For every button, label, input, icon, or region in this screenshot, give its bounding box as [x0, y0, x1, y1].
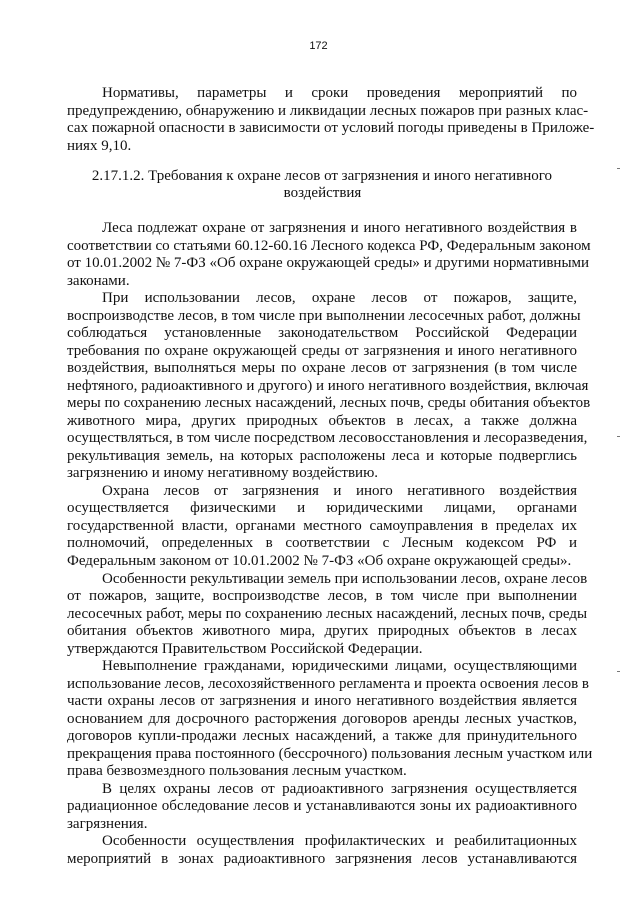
section-heading: 2.17.1.2. Требования к охране лесов от загрязнения и иного негативного [91, 168, 553, 184]
text-line: законами. [67, 273, 130, 289]
text-line: Федеральным законом от 10.01.2002 № 7-ФЗ «Об охране окружающей среды». [67, 553, 572, 569]
text-line: утверждаются Правительством Российской Федерации. [67, 641, 423, 657]
text-line: части охраны лесов от загрязнения и иного негативного воздействия является [67, 693, 577, 709]
text-line: Нормативы, параметры и сроки проведения мероприятий по [102, 85, 577, 101]
text-line: меры по сохранению лесных насаждений, лесных почв, среды обитания объектов [67, 395, 591, 411]
text-line: ниях 9,10. [67, 138, 132, 154]
text-line: воздействия, выполняться меры по охране лесов от загрязнения (в том числе [67, 360, 577, 376]
text-line: соблюдаться установленные законодательством Российской Федерации [67, 325, 577, 341]
text-line: предупреждению, обнаружению и ликвидации лесных пожаров при разных клас- [67, 103, 589, 119]
text-line: полномочий, определенных в соответствии с Лесным кодексом РФ и [67, 535, 577, 551]
text-line: Охрана лесов от загрязнения и иного негативного воздействия [102, 483, 577, 499]
scan-mark [617, 436, 620, 437]
text-line: загрязнения. [67, 816, 148, 832]
text-line: рекультивация земель, на которых расположены леса и которые подверглись [67, 448, 577, 464]
text-line: права безвозмездного пользования лесным участком. [67, 763, 407, 779]
text-line: соответствии со статьями 60.12-60.16 Лесного кодекса РФ, Федеральным законом [67, 238, 591, 254]
text-line: сах пожарной опасности в зависимости от условий погоды приведены в Приложе- [67, 120, 595, 136]
scan-mark [617, 168, 620, 169]
text-line: от пожаров, защите, воспроизводстве лесов, в том числе при выполнении [67, 588, 577, 604]
text-line: от 10.01.2002 № 7-ФЗ «Об охране окружающей среды» и другими нормативными [67, 255, 590, 271]
text-line: лесосечных работ, меры по сохранению лесных насаждений, лесных почв, среды [67, 606, 588, 622]
text-line: требования по охране окружающей среды от загрязнения и иного негативного [67, 343, 577, 359]
text-line: использование лесов, лесохозяйственного регламента и проекта освоения лесов в [67, 676, 590, 692]
text-line: Невыполнение гражданами, юридическими лицами, осуществляющими [102, 658, 577, 674]
text-line: обитания объектов животного мира, других природных объектов в лесах [67, 623, 577, 639]
text-line: прекращения права постоянного (бессрочного) пользования лесным участком или [67, 746, 593, 762]
text-line: договоров купли-продажи лесных насаждений, а также для принудительного [67, 728, 577, 744]
text-line: Леса подлежат охране от загрязнения и иного негативного воздействия в [102, 220, 577, 236]
text-line: воспроизводстве лесов, в том числе при выполнении лесосечных работ, должны [67, 308, 581, 324]
text-line: осуществляется физическими и юридическими лицами, органами [67, 500, 577, 516]
text-line: В целях охраны лесов от радиоактивного загрязнения осуществляется [102, 781, 577, 797]
text-line: животного мира, других природных объектов в лесах, а также должна [67, 413, 577, 429]
text-line: радиационное обследование лесов и устанавливаются зоны их радиоактивного [67, 798, 577, 814]
text-line: Особенности осуществления профилактических и реабилитационных [102, 833, 577, 849]
text-line: Особенности рекультивации земель при использовании лесов, охране лесов [102, 571, 588, 587]
text-line: государственной власти, органами местного самоуправления в пределах их [67, 518, 577, 534]
text-line: нефтяного, радиоактивного и другого) и иного негативного воздействия, включая [67, 378, 589, 394]
section-heading: воздействия [283, 185, 362, 201]
scan-mark [617, 671, 620, 672]
text-line: осуществляться, в том числе посредством лесовосстановления и лесоразведения, [67, 430, 588, 446]
text-line: мероприятий в зонах радиоактивного загрязнения лесов устанавливаются [67, 851, 577, 867]
page-number: 172 [309, 40, 328, 52]
text-line: основанием для досрочного расторжения договоров аренды лесных участков, [67, 711, 577, 727]
text-line: загрязнению и иному негативному воздействию. [67, 465, 379, 481]
text-line: При использовании лесов, охране лесов от пожаров, защите, [102, 290, 577, 306]
